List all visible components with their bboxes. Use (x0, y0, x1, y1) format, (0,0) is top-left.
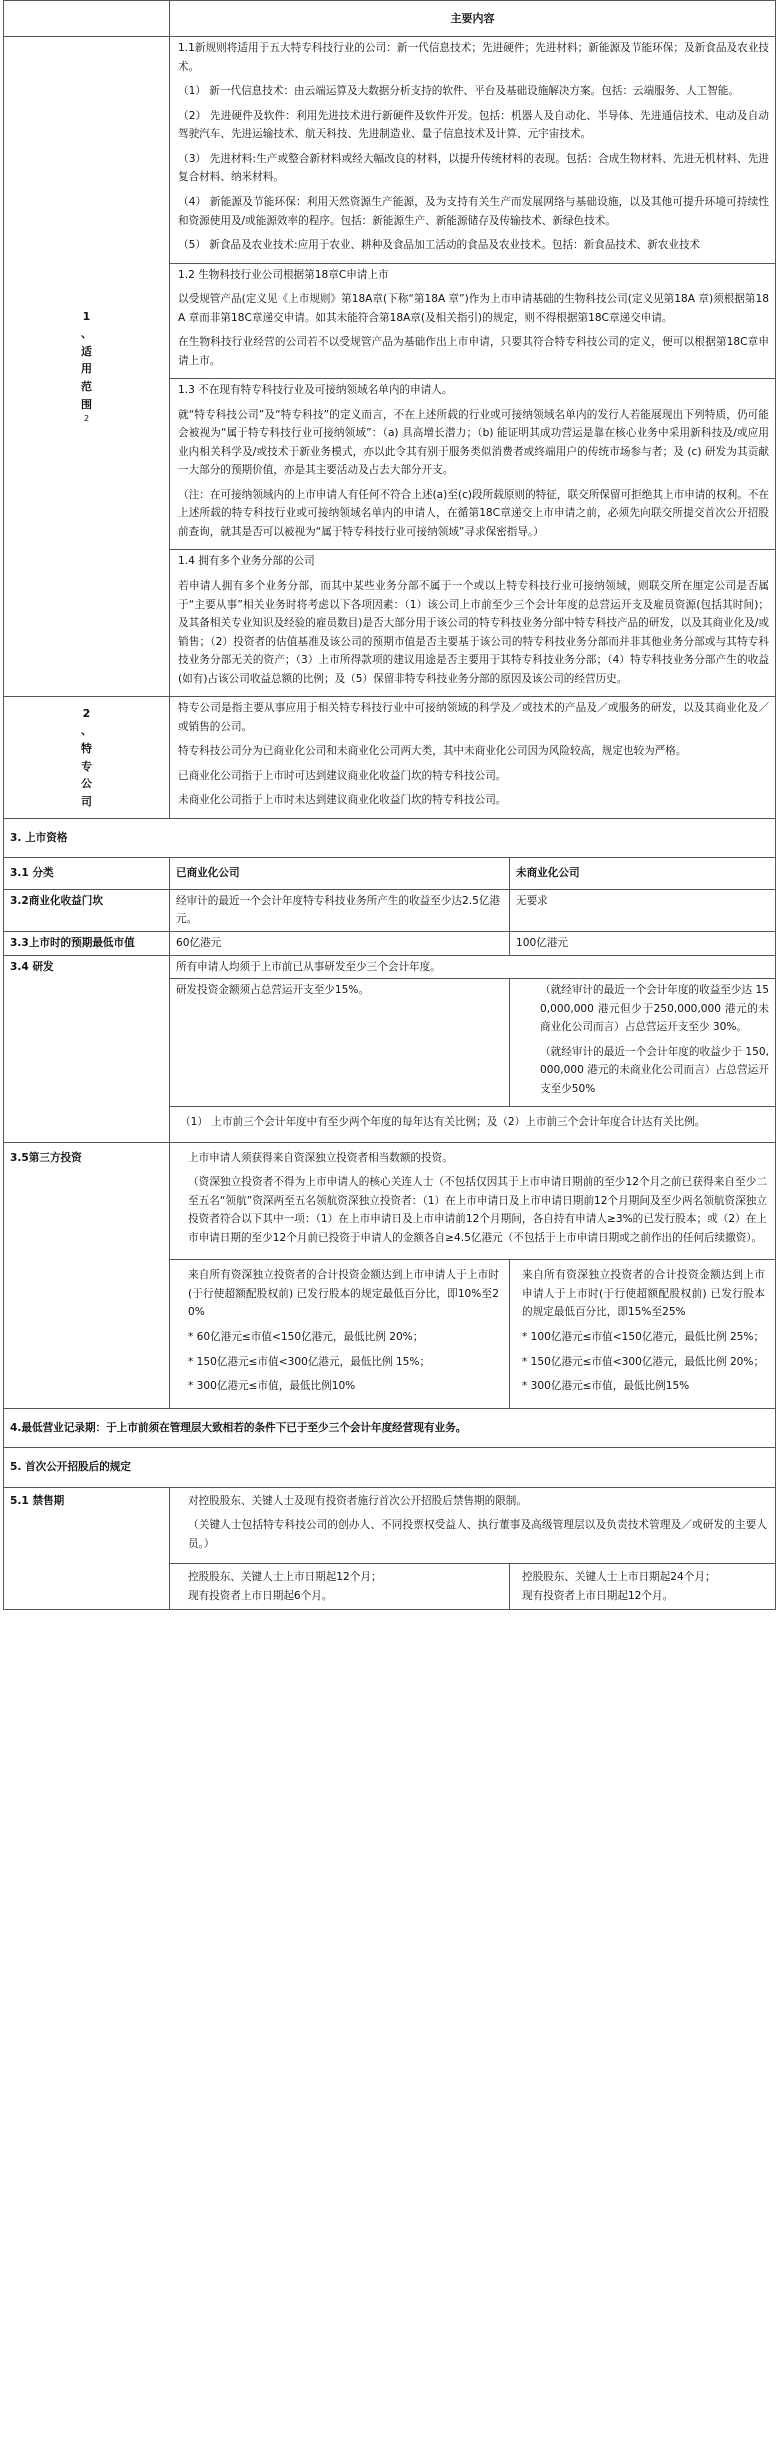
row-3-2-commercialized: 经审计的最近一个会计年度特专科技业务所产生的收益至少达2.5亿港元。 (170, 889, 510, 931)
row-3-4-label: 3.4 研发 (4, 955, 170, 1142)
document-page (3, 0, 775, 1610)
row-3-4-note: （1） 上市前三个会计年度中有至少两个年度的每年达有关比例；及（2）上市前三个会计年度合计达有关比例。 (170, 1107, 776, 1143)
section-2-content: 特专公司是指主要从事应用于相关特专科技行业中可接纳领域的科学及／或技术的产品及／或服务的研发，以及其商业化及／或销售的公司。 特专科技公司分为已商业化公司和未商业化公司两大类，其中未商业化公司因为风险较高，规定也较为严格。 已商业化公司指于上市时可达到建议商业化收益门坎的特专科技公司。 未商业化公司指于上市时未达到建议商业化收益门坎的特专科技公司。 (170, 697, 776, 819)
row-3-2-label: 3.2商业化收益门坎 (4, 889, 170, 931)
row-3-4-common: 所有申请人均须于上市前已从事研发至少三个会计年度。 (170, 955, 776, 979)
row-3-4-commercialized: 研发投资金额须占总营运开支至少15%。 (170, 979, 510, 1107)
row-3-3-precommercial: 100亿港元 (510, 931, 776, 955)
rule-1-2: 1.2 生物科技行业公司根据第18章C申请上市 以受规管产品(定义见《上市规则》第18A章(下称“第18A 章”)作为上市申请基础的生物科技公司(定义见第18A 章)须根据第18A 章而非第18C章递交申请。如其未能符合第18A章(及相关指引)的规定，则不得根据第18C章递交申请。 在生物科技行业经营的公司若不以受规管产品为基础作出上市申请，只要其符合特专科技公司的定义，便可以根据第18C章申请上市。 (170, 263, 776, 379)
section-4-track-record: 4.最低营业记录期：于上市前须在管理层大致相若的条件下已于至少三个会计年度经营现有业务。 (4, 1408, 776, 1448)
precommercial-header: 未商业化公司 (510, 858, 776, 890)
rule-1-1: 1.1新规则将适用于五大特专科技行业的公司：新一代信息技术；先进硬件；先进材料；新能源及节能环保；及新食品及农业技术。 （1） 新一代信息技术：由云端运算及大数据分析支持的软件、平台及基础设施解决方案。包括：云端服务、人工智能。 （2） 先进硬件及软件：利用先进技术进行新硬件及软件开发。包括：机器人及自动化、半导体、先进通信技术、电动及自动驾驶汽车、先进运输技术、航天科技、先进制造业、量子信息技术及计算、元宇宙技术。 （3） 先进材料:生产或整合新材料或经大幅改良的材料，以提升传统材料的表现。包括：合成生物材料、先进无机材料、先进复合材料、纳米材料。 （4） 新能源及节能环保：利用天然资源生产能源，及为支持有关生产而发展网络与基础设施，以及其他可提升环境可持续性和资源使用及/或能源效率的程序。包括：新能源生产、新能源储存及传输技术、新绿色技术。 （5） 新食品及农业技术:应用于农业、耕种及食品加工活动的食品及农业技术。包括：新食品技术、新农业技术 (170, 37, 776, 263)
row-5-1-precommercial: 控股股东、关键人士上市日期起24个月； 现有投资者上市日期起12个月。 (510, 1564, 776, 1610)
row-5-1-content: 对控股股东、关键人士及现有投资者施行首次公开招股后禁售期的限制。 （关键人士包括特专科技公司的创办人、不同投票权受益人、执行董事及高级管理层以及负责技术管理及／或研发的主要人员。） (170, 1487, 776, 1564)
row-3-2-precommercial: 无要求 (510, 889, 776, 931)
main-content-header: 主要内容 (170, 1, 776, 37)
section-3-title: 3. 上市资格 (4, 818, 776, 858)
row-5-1-label: 5.1 禁售期 (4, 1487, 170, 1610)
row-3-1-label: 3.1 分类 (4, 858, 170, 890)
row-3-5-requirement: 上市申请人须获得来自资深独立投资者相当数额的投资。 （资深独立投资者不得为上市申请人的核心关连人士（不包括仅因其于上市申请日期前的至少12个月之前已获得来自至少二至五名“领航”资深两至五名领航资深独立投资者：（1）在上市申请日及上市申请日期前12个月期间及至少两名领航资深独立投资者符合以下其中一项：（1）在上市申请日及上市申请前12个月期间，各自持有申请人≥3%的已发行股本；或（2）在上市申请日期的至少12个月前已投资于申请人的金额各自≥4.5亿港元（不包括于上市申请日期或之前作出的任何后续撤资）。 (170, 1142, 776, 1260)
section-1-label: 1 、 适 用 范 围 2 (4, 37, 170, 697)
commercialized-header: 已商业化公司 (170, 858, 510, 890)
section-2-label: 2 、 特 专 公 司 (4, 697, 170, 819)
row-3-5-label: 3.5第三方投资 (4, 1142, 170, 1408)
row-3-5-precommercial: 来自所有资深独立投资者的合计投资金额达到上市申请人于上市时(于行使超额配股权前) 已发行股本的规定最低百分比，即15%至25% * 100亿港元≤市值<150亿港元，最低比例 25%； * 150亿港元≤市值<300亿港元，最低比例 20%； * 300亿港元≤市值，最低比例15% (510, 1260, 776, 1408)
section-5-title: 5. 首次公开招股后的规定 (4, 1448, 776, 1488)
row-3-4-precommercial: （就经审计的最近一个会计年度的收益至少达 150,000,000 港元但少于250,000,000 港元的未商业化公司而言）占总营运开支至少 30%。 （就经审计的最近一个会计年度的收益少于 150,000,000 港元的未商业化公司而言）占总营运开支至少50% (510, 979, 776, 1107)
row-3-3-label: 3.3上市时的预期最低市值 (4, 931, 170, 955)
rules-table (3, 0, 776, 1610)
row-3-3-commercialized: 60亿港元 (170, 931, 510, 955)
row-3-5-commercialized: 来自所有资深独立投资者的合计投资金额达到上市申请人于上市时(于行使超额配股权前) 已发行股本的规定最低百分比，即10%至20% * 60亿港元≤市值<150亿港元，最低比例 20%； * 150亿港元≤市值<300亿港元，最低比例 15%； * 300亿港元≤市值，最低比例10% (170, 1260, 510, 1408)
rule-1-3: 1.3 不在现有特专科技行业及可接纳领域名单内的申请人。 就“特专科技公司”及“特专科技”的定义而言，不在上述所载的行业或可接纳领域名单内的发行人若能展现出下列特质，仍可能会被视为“属于特专科技行业可接纳领域”：（a) 具高增长潜力；（b) 能证明其成功营运是靠在核心业务中采用新科技及/或应用业内相关科学及/或技术于新业务模式，亦以此令其有别于服务类似消费者或终端用户的传统市场参与者；及 (c) 研发为其贡献一大部分的预期价值，亦是其主要活动及占去大部分开支。 （注：在可接纳领域内的上市申请人有任何不符合上述(a)至(c)段所载原则的特征，联交所保留可拒绝其上市申请的权利。不在上述所载的特专科技行业或可接纳领域名单内的申请人，在循第18C章递交上市申请之前，必须先向联交所提交首次公开招股前查询，就其是否可以被视为“属于特专科技行业可接纳领域”寻求保密指导。） (170, 379, 776, 550)
rule-1-4: 1.4 拥有多个业务分部的公司 若申请人拥有多个业务分部，而其中某些业务分部不属于一个或以上特专科技行业可接纳领域，则联交所在厘定公司是否属于“主要从事”相关业务时将考虑以下各项因素：（1）该公司上市前至少三个会计年度的总营运开支及雇员资源(包括其时间)；及其备相关专业知识及经验的雇员数目)是否大部分用于该公司的特专科技业务分部中特专科技产品的研发，以及其商业化及/或销售；（2）投资者的估值基准及该公司的预期市值是否主要基于该公司的特专科技业务分部而并非其他业务分部或与其特专科技业务分部无关的资产；（3）上市所得款项的建议用途是否主要用于其特专科技业务分部；（4）特专科技业务分部产生的收益(如有)占该公司收益总额的比例；及（5）保留非特专科技业务分部的原因及该公司的经营历史。 (170, 550, 776, 697)
row-5-1-commercialized: 控股股东、关键人士上市日期起12个月； 现有投资者上市日期起6个月。 (170, 1564, 510, 1610)
